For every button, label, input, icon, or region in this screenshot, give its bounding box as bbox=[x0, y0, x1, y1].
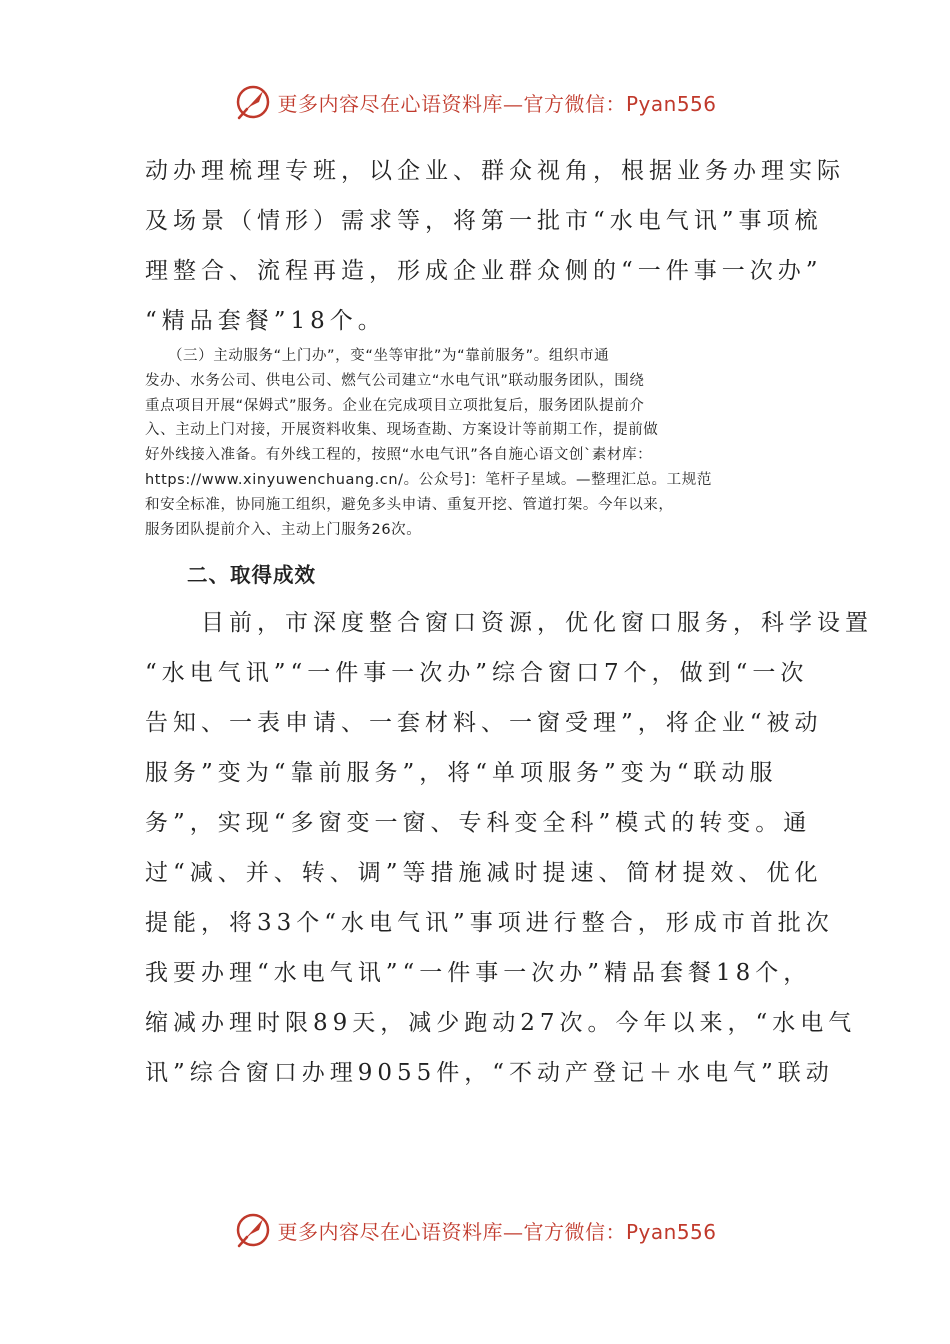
text-line: 提能，将33个“水电气讯”事项进行整合，形成市首批次 bbox=[145, 910, 834, 936]
text-line: 和安全标准，协同施工组织，避免多头申请、重复开挖、管道打架。今年以来， bbox=[145, 496, 674, 513]
text-line: “精品套餐”18个。 bbox=[145, 308, 386, 334]
banner-wechat-id: Pyan556 bbox=[625, 91, 717, 116]
text-line: “水电气讯”“一件事一次办”综合窗口7个，做到“一次 bbox=[145, 660, 809, 686]
header-banner bbox=[0, 82, 950, 122]
text-line: 服务团队提前介入、主动上门服务26次。 bbox=[145, 521, 422, 538]
footer-banner bbox=[0, 1210, 950, 1250]
paragraph-results bbox=[145, 598, 873, 1098]
banner-slogan: 更多内容尽在心语资料库—官方微信： bbox=[277, 1219, 626, 1244]
quill-logo-icon bbox=[233, 82, 273, 122]
text-line: 重点项目开展“保姆式”服务。企业在完成项目立项批复后，服务团队提前介 bbox=[145, 397, 645, 414]
quill-logo-icon bbox=[233, 1210, 273, 1250]
banner-wechat-id: Pyan556 bbox=[625, 1219, 717, 1244]
text-line: 务”，实现“多窗变一窗、专科变全科”模式的转变。通 bbox=[145, 810, 812, 836]
section-heading: 二、取得成效 bbox=[187, 563, 316, 587]
banner-text bbox=[277, 1216, 716, 1245]
text-line: 动办理梳理专班，以企业、群众视角，根据业务办理实际 bbox=[145, 158, 845, 184]
text-line: 好外线接入准备。有外线工程的，按照“水电气讯”各自施心语文创`素材库： bbox=[145, 447, 653, 464]
text-line: 理整合、流程再造，形成企业群众侧的“一件事一次办” bbox=[145, 258, 823, 284]
text-line: 告知、一表申请、一套材料、一窗受理”，将企业“被动 bbox=[145, 710, 823, 736]
paragraph-top bbox=[145, 146, 845, 346]
text-line: 及场景（情形）需求等，将第一批市“水电气讯”事项梳 bbox=[145, 208, 823, 234]
text-line: 过“减、并、转、调”等措施减时提速、简材提效、优化 bbox=[145, 860, 823, 886]
banner-slogan: 更多内容尽在心语资料库—官方微信： bbox=[277, 91, 626, 116]
banner-text bbox=[277, 88, 716, 117]
text-line: 讯”综合窗口办理9055件，“不动产登记＋水电气”联动 bbox=[145, 1060, 834, 1086]
section-three-paragraph bbox=[145, 344, 815, 542]
text-line: 服务”变为“靠前服务”，将“单项服务”变为“联动服 bbox=[145, 760, 778, 786]
text-line: 入、主动上门对接，开展资料收集、现场查勘、方案设计等前期工作，提前做 bbox=[145, 422, 659, 439]
text-line: 我要办理“水电气讯”“一件事一次办”精品套餐18个， bbox=[145, 960, 812, 986]
text-line: 目前，市深度整合窗口资源，优化窗口服务，科学设置 bbox=[145, 610, 873, 636]
text-line: 发办、水务公司、供电公司、燃气公司建立“水电气讯”联动服务团队，围绕 bbox=[145, 372, 645, 389]
text-line: https://www.xinyuwenchuang.cn/。公众号]：笔杆子星域。—整理汇总。工规范 bbox=[145, 471, 712, 488]
text-line: （三）主动服务“上门办”，变“坐等审批”为“靠前服务”。组织市通 bbox=[145, 348, 610, 364]
text-line: 缩减办理时限89天，减少跑动27次。今年以来，“水电气 bbox=[145, 1010, 857, 1036]
